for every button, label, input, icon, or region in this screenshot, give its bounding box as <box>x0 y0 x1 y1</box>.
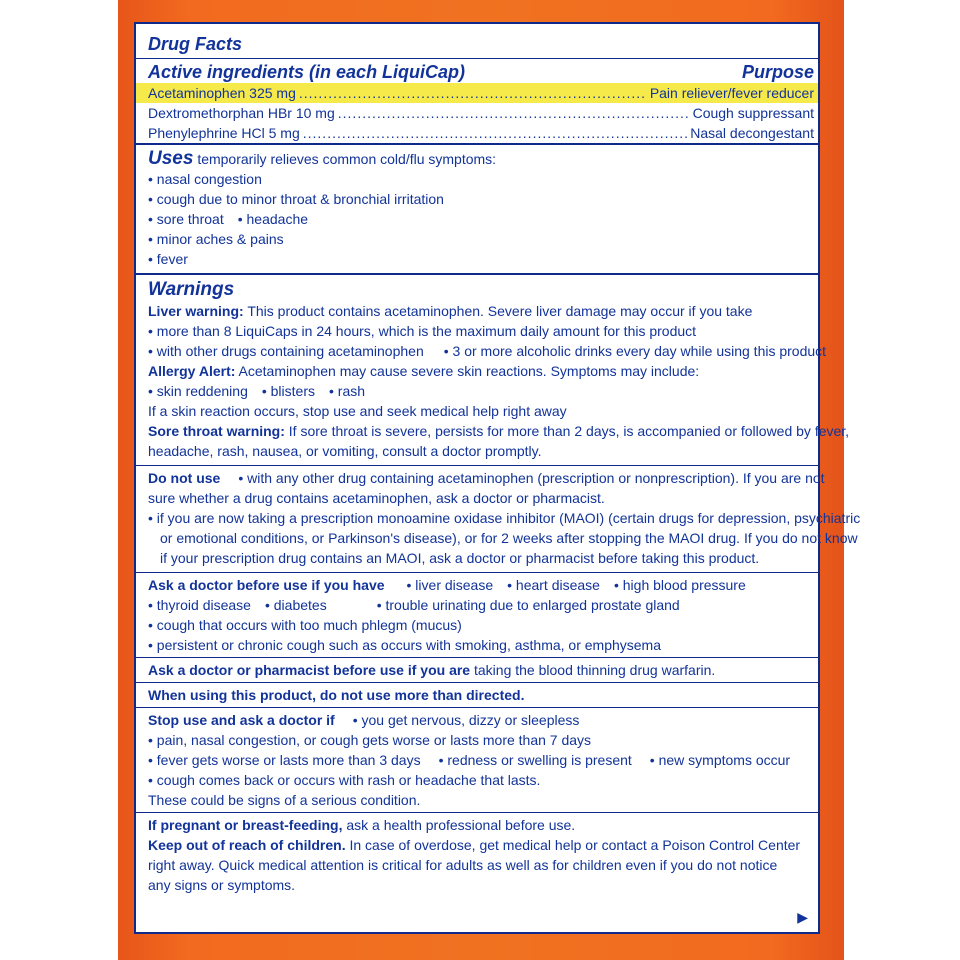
keep-out-text: right away. Quick medical attention is critical for adults as well as for children even if you do not notice <box>148 857 778 873</box>
ask-doctor-item: • trouble urinating due to enlarged prostate gland <box>376 597 680 613</box>
uses-item: • cough due to minor throat & bronchial irritation <box>148 191 444 207</box>
stop-use-note: These could be signs of a serious condition. <box>148 792 421 808</box>
ingredient-row <box>136 83 818 103</box>
ask-pharmacist-section <box>136 657 818 682</box>
when-using-section <box>136 682 818 707</box>
ask-doctor-item: • liver disease <box>406 577 494 593</box>
do-not-use-text: • with any other drug containing acetaminophen (prescription or nonprescription). If you are not <box>238 470 825 486</box>
sore-throat-text: headache, rash, nausea, or vomiting, consult a doctor promptly. <box>148 443 542 459</box>
liver-bullet: • 3 or more alcoholic drinks every day while using this product <box>443 343 827 359</box>
keep-out-label: Keep out of reach of children. <box>148 837 346 853</box>
do-not-use-text: sure whether a drug contains acetaminophen, ask a doctor or pharmacist. <box>148 490 605 506</box>
uses-section <box>136 143 818 273</box>
do-not-use-text: if your prescription drug contains an MAOI, ask a doctor or pharmacist before taking this product. <box>160 550 760 566</box>
uses-item: • nasal congestion <box>148 171 262 187</box>
uses-item: • headache <box>237 211 309 227</box>
stop-use-section <box>136 707 818 812</box>
stop-use-item: • cough comes back or occurs with rash or headache that lasts. <box>148 772 541 788</box>
ingredient-row <box>148 123 814 143</box>
do-not-use-section <box>136 465 861 572</box>
allergy-alert-label: Allergy Alert: <box>148 363 236 379</box>
ask-doctor-label: Ask a doctor before use if you have <box>148 577 385 593</box>
ask-doctor-item: • cough that occurs with too much phlegm (mucus) <box>148 617 462 633</box>
purpose-heading: Purpose <box>741 62 814 82</box>
allergy-bullet: • blisters <box>261 383 315 399</box>
ingredient-purpose: Nasal decongestant <box>690 125 814 141</box>
active-ingredients-header <box>148 61 814 83</box>
stop-use-item: • redness or swelling is present <box>438 752 632 768</box>
ingredient-purpose: Cough suppressant <box>692 105 814 121</box>
ask-doctor-item: • persistent or chronic cough such as occurs with smoking, asthma, or emphysema <box>148 637 662 653</box>
uses-intro: temporarily relieves common cold/flu symptoms: <box>197 151 497 167</box>
stop-use-item: • fever gets worse or lasts more than 3 days <box>148 752 421 768</box>
allergy-stop-text: If a skin reaction occurs, stop use and seek medical help right away <box>148 403 567 419</box>
sore-throat-label: Sore throat warning: <box>148 423 285 439</box>
allergy-bullet: • skin reddening <box>148 383 248 399</box>
ask-doctor-item: • thyroid disease <box>148 597 251 613</box>
liver-bullet: • more than 8 LiquiCaps in 24 hours, which is the maximum daily amount for this product <box>148 323 697 339</box>
ask-doctor-item: • high blood pressure <box>613 577 746 593</box>
leader-dots <box>299 83 647 103</box>
stop-use-item: • pain, nasal congestion, or cough gets worse or lasts more than 7 days <box>148 732 592 748</box>
pregnancy-section <box>136 812 818 895</box>
ingredient-name: Phenylephrine HCl 5 mg <box>148 125 300 141</box>
warnings-heading: Warnings <box>148 279 235 300</box>
when-using-label: When using this product, do not use more than directed. <box>148 687 525 703</box>
liver-warning-text: This product contains acetaminophen. Severe liver damage may occur if you take <box>247 303 753 319</box>
liver-bullet: • with other drugs containing acetaminophen <box>148 343 424 359</box>
ask-pharmacist-text: taking the blood thinning drug warfarin. <box>474 662 716 678</box>
allergy-alert-text: Acetaminophen may cause severe skin reactions. Symptoms may include: <box>238 363 700 379</box>
keep-out-text: any signs or symptoms. <box>148 877 296 893</box>
drug-facts-panel <box>134 22 861 934</box>
ask-doctor-item: • heart disease <box>507 577 600 593</box>
stop-use-label: Stop use and ask a doctor if <box>148 712 335 728</box>
do-not-use-text: or emotional conditions, or Parkinson's disease), or for 2 weeks after stopping the MAOI drug. If you do not know <box>160 530 858 546</box>
active-ingredients-heading: Active ingredients (in each LiquiCap) <box>148 62 466 82</box>
uses-item: • sore throat <box>148 211 224 227</box>
stop-use-item: • you get nervous, dizzy or sleepless <box>352 712 580 728</box>
do-not-use-text: • if you are now taking a prescription monoamine oxidase inhibitor (MAOI) (certain drugs for depression, psychiatric <box>148 510 861 526</box>
continue-arrow-icon: ▶ <box>797 909 808 925</box>
leader-dots <box>303 123 687 143</box>
liver-warning-label: Liver warning: <box>148 303 244 319</box>
keep-out-text: In case of overdose, get medical help or contact a Poison Control Center <box>349 837 801 853</box>
leader-dots <box>338 103 690 123</box>
uses-item: • fever <box>148 251 188 267</box>
ask-pharmacist-label: Ask a doctor or pharmacist before use if you are <box>148 662 471 678</box>
ingredient-name: Dextromethorphan HBr 10 mg <box>148 105 335 121</box>
sore-throat-text: If sore throat is severe, persists for more than 2 days, is accompanied or followed by fever, <box>288 423 850 439</box>
do-not-use-label: Do not use <box>148 470 221 486</box>
ingredient-name: Acetaminophen 325 mg <box>148 85 296 101</box>
ingredient-purpose: Pain reliever/fever reducer <box>649 85 814 101</box>
ask-doctor-section <box>136 572 818 657</box>
ask-doctor-item: • diabetes <box>264 597 327 613</box>
uses-heading: Uses <box>148 148 194 169</box>
uses-item: • minor aches & pains <box>148 231 284 247</box>
drug-facts-title: Drug Facts <box>148 34 243 54</box>
stop-use-item: • new symptoms occur <box>649 752 791 768</box>
pregnancy-text: ask a health professional before use. <box>346 817 576 833</box>
allergy-bullet: • rash <box>329 383 366 399</box>
pregnancy-label: If pregnant or breast-feeding, <box>148 817 343 833</box>
warnings-section <box>136 273 850 465</box>
ingredient-row <box>148 103 814 123</box>
